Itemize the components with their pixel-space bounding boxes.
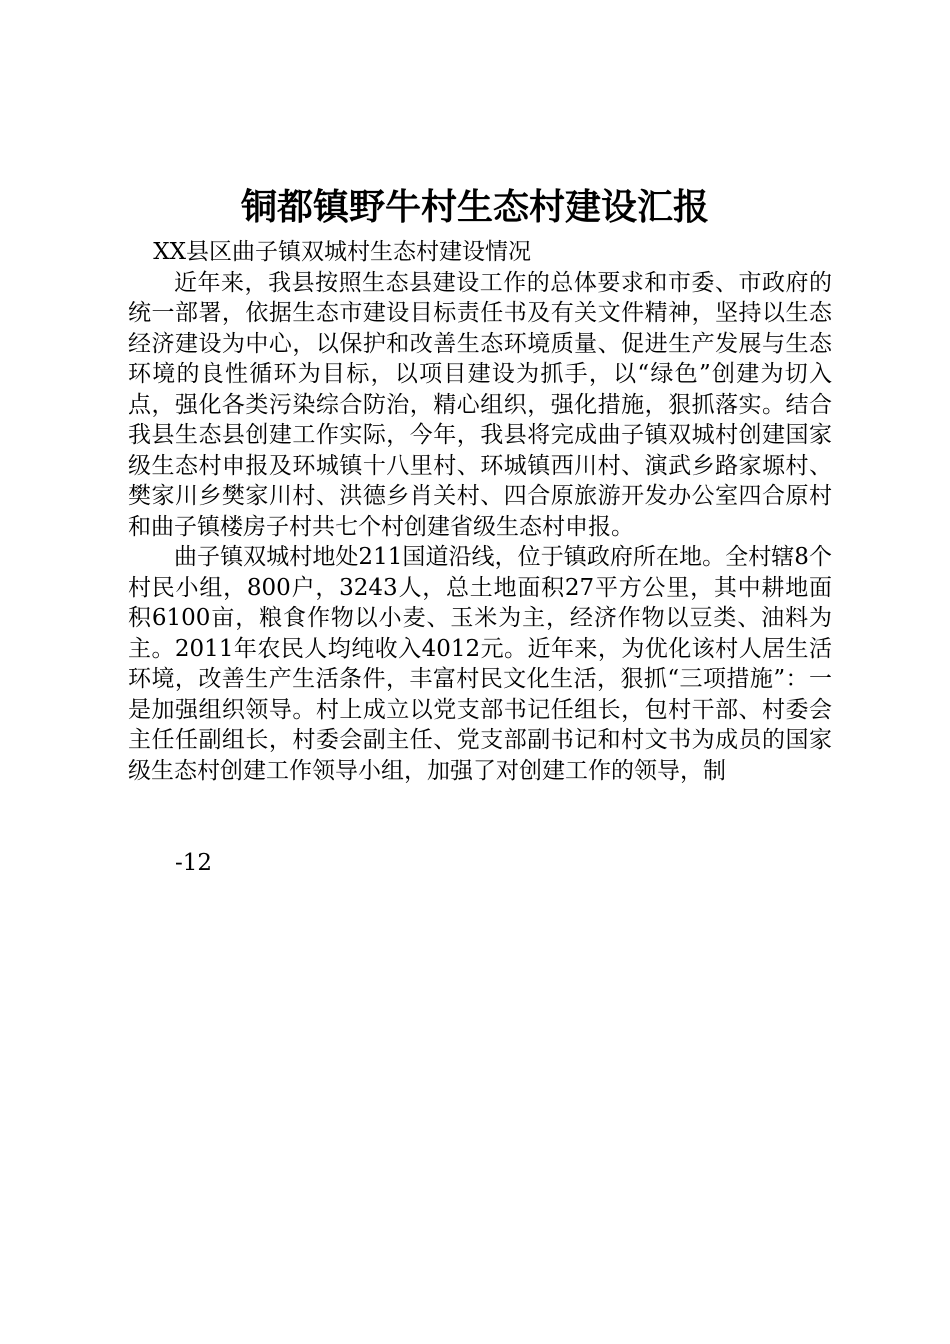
paragraph-2: 曲子镇双城村地处211国道沿线，位于镇政府所在地。全村辖8个村民小组，800户，3243人，总土地面积27平方公里，其中耕地面积6100亩，粮食作物以小麦、玉米为主，经济作物以豆类、油料为主。2011年农民人均纯收入4012元。近年来，为优化该村人居生活环境，改善生产生活条件，丰富村民文化生活，狠抓“三项措施”：一是加强组织领导。村上成立以党支部书记任组长，包村干部、村委会主任任副组长，村委会副主任、党支部副书记和村文书为成员的国家级生态村创建工作领导小组，加强了对创建工作的领导，制 bbox=[128, 544, 832, 784]
paragraph-1: 近年来，我县按照生态县建设工作的总体要求和市委、市政府的统一部署，依据生态市建设目标责任书及有关文件精神，坚持以生态经济建设为中心，以保护和改善生态环境质量、促进生产发展与生态环境的良性循环为目标，以项目建设为抓手，以“绿色”创建为切入点，强化各类污染综合防治，精心组织，强化措施，狠抓落实。结合我县生态县创建工作实际，今年，我县将完成曲子镇双城村创建国家级生态村申报及环城镇十八里村、环城镇西川村、演武乡路家塬村、樊家川乡樊家川村、洪德乡肖关村、四合原旅游开发办公室四合原村和曲子镇楼房子村共七个村创建省级生态村申报。 bbox=[128, 269, 832, 540]
document-body bbox=[128, 237, 832, 786]
page-number: -12 bbox=[175, 850, 213, 876]
document-title: 铜都镇野牛村生态村建设汇报 bbox=[240, 187, 709, 228]
document-subtitle: XX县区曲子镇双城村生态村建设情况 bbox=[153, 239, 532, 265]
